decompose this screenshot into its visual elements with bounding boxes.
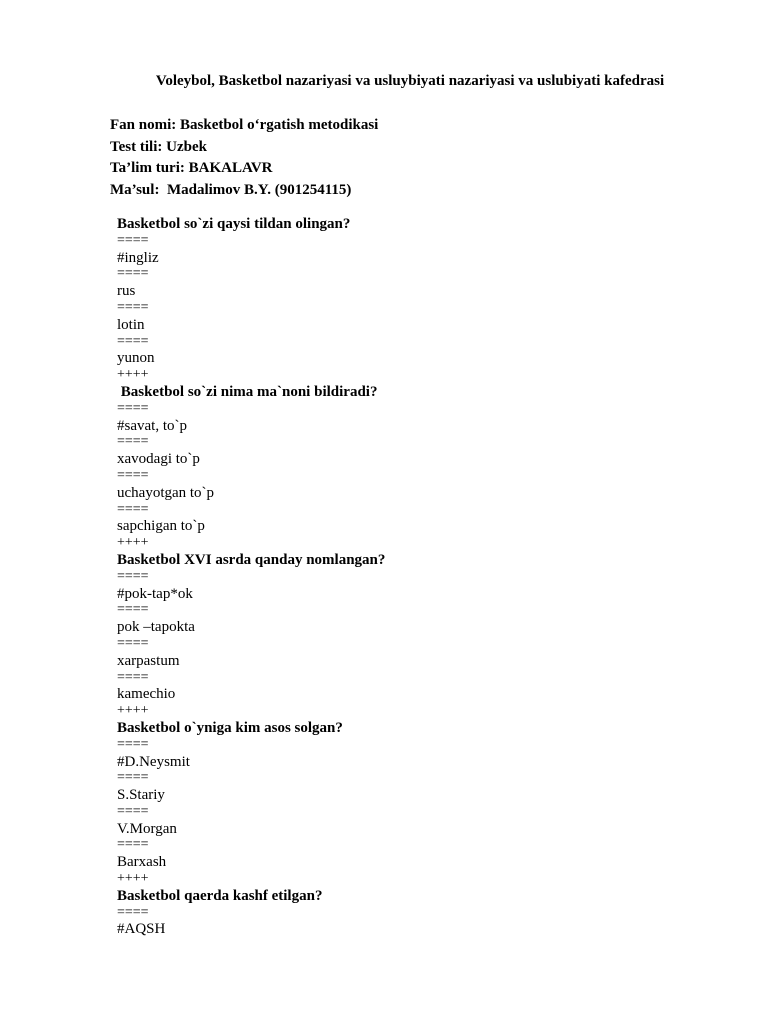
separator-line: ==== <box>117 467 149 483</box>
answer-option: lotin <box>117 316 145 333</box>
question-text: Basketbol XVI asrda qanday nomlangan? <box>117 551 386 568</box>
separator-line: ==== <box>117 635 149 651</box>
separator-line: ==== <box>117 232 149 248</box>
separator-line: ==== <box>117 299 149 315</box>
separator-line: ==== <box>117 803 149 819</box>
answer-option: rus <box>117 283 136 300</box>
test-metadata <box>110 115 378 201</box>
separator-line: ++++ <box>117 703 149 719</box>
separator-line: ==== <box>117 333 149 349</box>
answer-option: xarpastum <box>117 652 180 669</box>
answer-option: xavodagi to`p <box>117 451 200 468</box>
separator-line: ++++ <box>117 871 149 887</box>
question-text: Basketbol qaerda kashf etilgan? <box>117 887 323 904</box>
separator-line: ==== <box>117 568 149 584</box>
subject-name: Fan nomi: Basketbol o‘rgatish metodikasi <box>110 117 379 133</box>
responsible-person: Ma’sul: Madalimov B.Y. (901254115) <box>110 181 352 198</box>
separator-line: ==== <box>117 501 149 517</box>
answer-option: V.Morgan <box>117 820 177 837</box>
answer-option: #savat, to`p <box>117 417 187 434</box>
answer-option: sapchigan to`p <box>117 518 205 535</box>
answer-option: Barxash <box>117 854 167 871</box>
separator-line: ==== <box>117 837 149 853</box>
answer-option: #D.Neysmit <box>117 753 190 770</box>
answer-option: yunon <box>117 350 155 367</box>
separator-line: ++++ <box>117 535 149 551</box>
separator-line: ==== <box>117 736 149 752</box>
separator-line: ==== <box>117 770 149 786</box>
department-title: Voleybol, Basketbol nazariyasi va usluybiyati nazariyasi va uslubiyati kafedrasi <box>155 73 665 89</box>
answer-option: #ingliz <box>117 249 159 266</box>
separator-line: ==== <box>117 602 149 618</box>
answer-option: uchayotgan to`p <box>117 484 215 501</box>
answer-option: kamechio <box>117 686 176 703</box>
question-text: Basketbol o`yniga kim asos solgan? <box>117 719 343 736</box>
answer-option: #pok-tap*ok <box>117 585 193 602</box>
separator-line: ==== <box>117 434 149 450</box>
question-list <box>117 216 385 938</box>
separator-line: ==== <box>117 904 149 920</box>
answer-option: pok –tapokta <box>117 619 195 636</box>
education-type: Ta’lim turi: BAKALAVR <box>110 160 273 176</box>
test-language: Test tili: Uzbek <box>110 138 207 155</box>
question-text: Basketbol so`zi qaysi tildan olingan? <box>117 216 351 232</box>
separator-line: ==== <box>117 669 149 685</box>
separator-line: ==== <box>117 400 149 416</box>
separator-line: ++++ <box>117 367 149 383</box>
answer-option: #AQSH <box>117 921 166 938</box>
answer-option: S.Stariy <box>117 787 165 804</box>
question-text: Basketbol so`zi nima ma`noni bildiradi? <box>117 383 378 400</box>
separator-line: ==== <box>117 266 149 282</box>
